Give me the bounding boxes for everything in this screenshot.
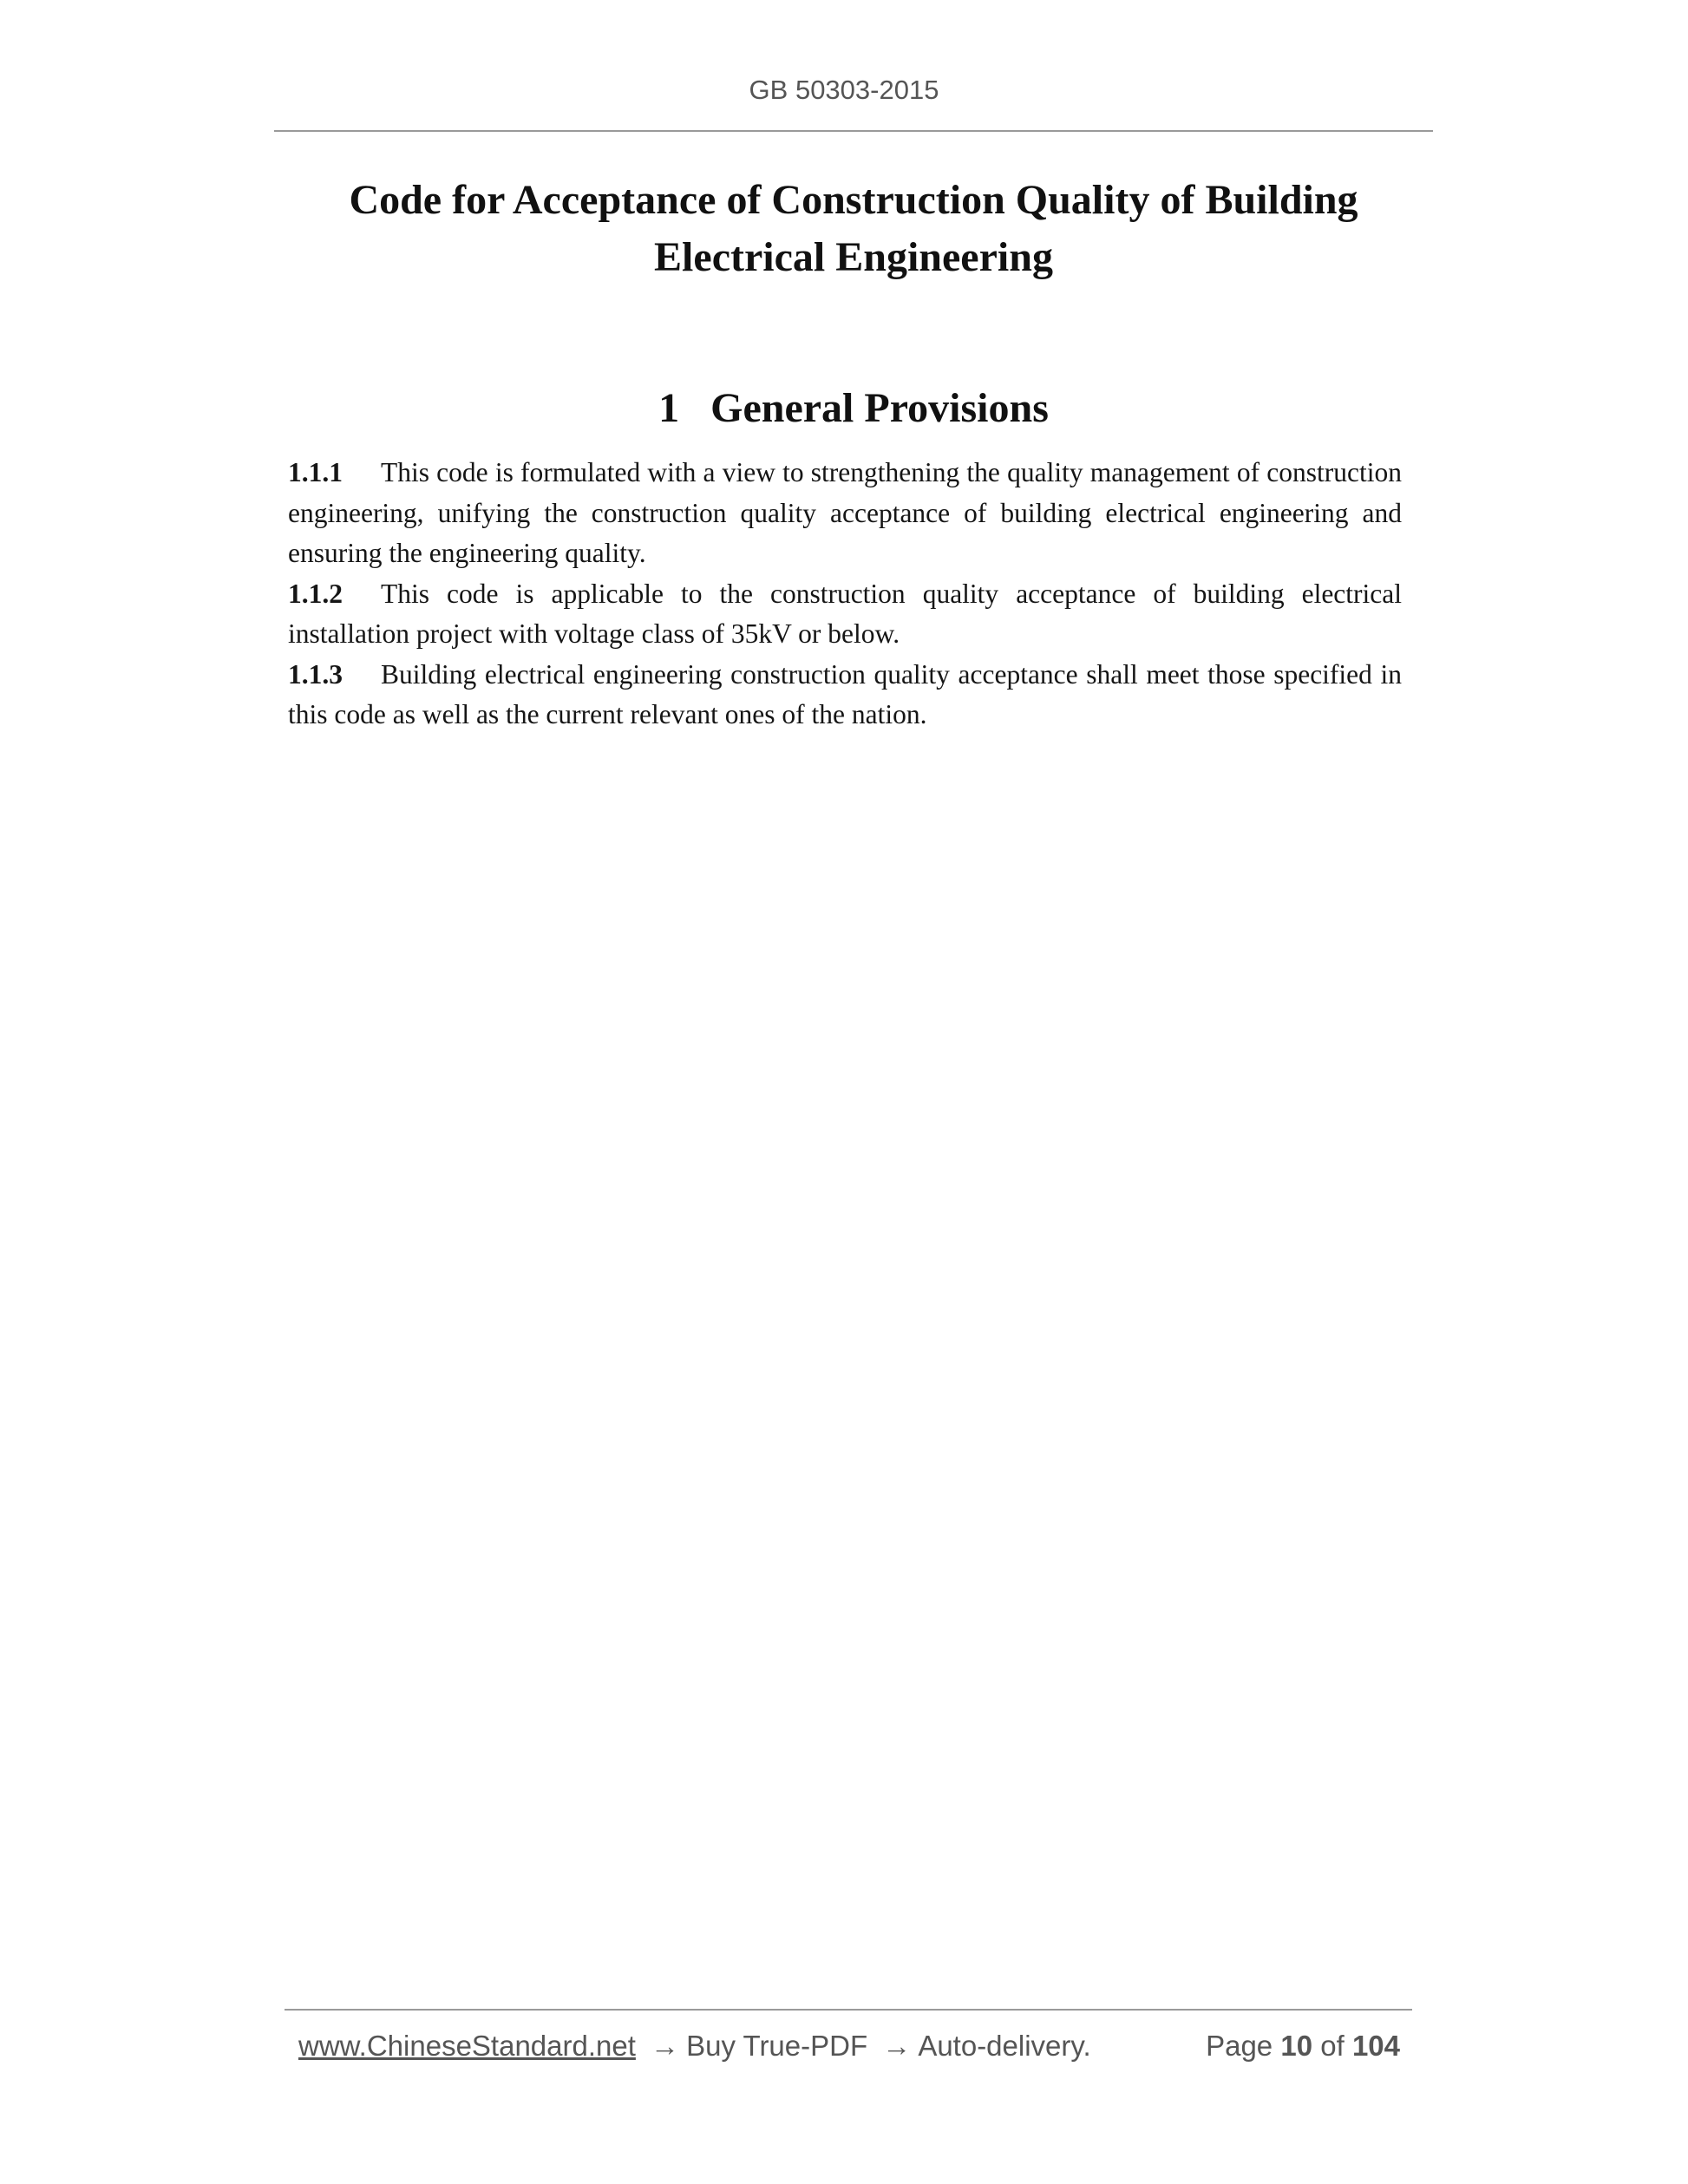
auto-delivery-text: Auto-delivery.	[918, 2030, 1091, 2062]
buy-true-pdf-text: Buy True-PDF	[686, 2030, 868, 2062]
footer-promo	[298, 2030, 1091, 2063]
page-counter	[1206, 2030, 1400, 2063]
arrow-right-icon: →	[651, 2030, 680, 2062]
chapter-number: 1	[658, 385, 680, 431]
clause-number: 1.1.1	[288, 457, 343, 487]
header-divider	[274, 130, 1433, 132]
clause-number: 1.1.2	[288, 578, 343, 609]
document-title-line-2: Electrical Engineering	[654, 234, 1053, 280]
clause-text: Building electrical engineering construction quality acceptance shall meet those specified in this code as well as the current relevant ones of the nation.	[288, 658, 1402, 729]
chapter-heading	[274, 380, 1433, 437]
chinese-standard-link[interactable]: www.ChineseStandard.net	[298, 2030, 636, 2062]
document-title-line-1: Code for Acceptance of Construction Quality of Building	[349, 177, 1358, 223]
page-footer	[298, 2030, 1400, 2068]
page-current: 10	[1280, 2030, 1313, 2062]
arrow-right-icon: →	[882, 2030, 912, 2062]
clause-text: This code is formulated with a view to strengthening the quality management of construction engineering, unifying the construction quality acceptance of building electrical engineering and ensuring the engineering quality.	[288, 457, 1402, 568]
clause-1-1-2	[288, 574, 1402, 655]
clause-1-1-1	[288, 453, 1402, 574]
clause-text: This code is applicable to the construction quality acceptance of building electrical installation project with voltage class of 35kV or below.	[288, 578, 1402, 649]
page-of-label: of	[1320, 2030, 1345, 2062]
clauses-body	[288, 453, 1402, 736]
clause-1-1-3	[288, 655, 1402, 736]
clause-number: 1.1.3	[288, 658, 343, 690]
document-title	[274, 172, 1433, 286]
page-label: Page	[1206, 2030, 1273, 2062]
page-header-standard-code: GB 50303-2015	[749, 75, 939, 105]
page-total: 104	[1351, 2030, 1400, 2062]
footer-divider	[285, 2009, 1412, 2011]
chapter-title: General Provisions	[710, 385, 1049, 431]
